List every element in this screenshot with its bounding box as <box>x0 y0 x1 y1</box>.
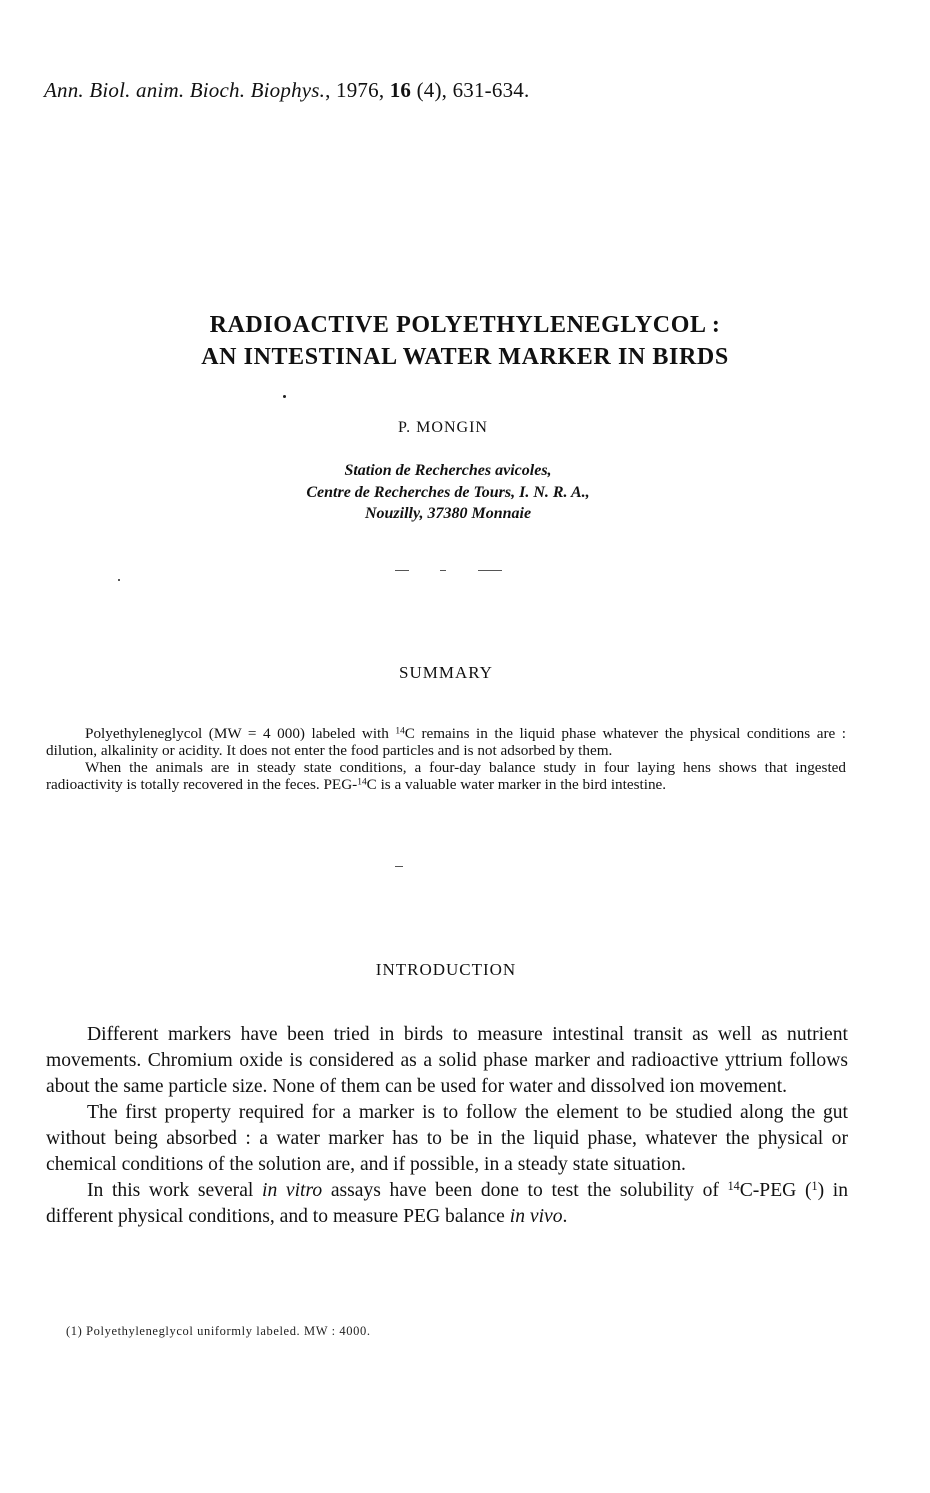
affiliation-line-2: Centre de Recherches de Tours, I. N. R. A., <box>306 484 590 501</box>
isotope-superscript: 14 <box>395 726 405 737</box>
intro-p3-italic-1: in vitro <box>262 1180 323 1201</box>
intro-paragraph-1: Different markers have been tried in birds to measure intestinal transit as well as nutrient movements. Chromium oxide is considered as a solid phase marker and radioactive yttrium follows about the same particle size. None of them can be used for water and dissolved ion movement. <box>46 1024 848 1097</box>
stray-mark <box>118 579 120 581</box>
journal-year: , 1976, <box>325 78 390 102</box>
summary-paragraph-1 <box>46 725 846 759</box>
intro-p3-italic-2: in vivo <box>509 1206 563 1227</box>
footnote-mark: (1) <box>66 1324 83 1338</box>
summary-heading: SUMMARY <box>399 663 493 682</box>
introduction-body <box>46 1022 848 1230</box>
affiliation-line-1: Station de Recherches avicoles, <box>344 462 552 479</box>
footnote <box>66 1324 371 1339</box>
intro-p3-text-d: ) in different physical conditions, and to measure PEG balance <box>46 1180 848 1227</box>
isotope-superscript: 14 <box>727 1178 740 1193</box>
intro-p3-text-c: C-PEG ( <box>739 1180 812 1201</box>
intro-paragraph-2: The first property required for a marker is to follow the element to be studied along the gut without being absorbed : a water marker has to be in the liquid phase, whatever the physical or chemical conditions of the solution are, and if possible, in a steady state situation. <box>46 1102 848 1175</box>
summary-p2-text-a: When the animals are in steady state conditions, a four-day balance study in four laying hens shows that ingested radioactivity is totally recovered in the feces. PEG- <box>46 759 846 793</box>
footnote-ref: 1 <box>811 1178 818 1193</box>
summary-paragraph-2 <box>46 759 846 793</box>
footnote-text: Polyethyleneglycol uniformly labeled. MW : 4000. <box>82 1324 371 1338</box>
separator-rule <box>395 866 403 867</box>
summary-p1-text-b: C remains in the liquid phase whatever the physical conditions are : dilution, alkalinity or acidity. It does not enter the food particles and is not adsorbed by them. <box>46 725 846 759</box>
stray-mark <box>283 395 286 398</box>
summary-p2-text-b: C is a valuable water marker in the bird intestine. <box>366 776 667 793</box>
separator-rule <box>395 570 409 571</box>
journal-pages: (4), 631-634. <box>411 78 530 102</box>
intro-p3-text-e: . <box>562 1206 568 1227</box>
journal-name: Ann. Biol. anim. Bioch. Biophys. <box>44 78 326 102</box>
journal-citation <box>44 78 529 103</box>
intro-paragraph-3 <box>46 1178 848 1230</box>
summary-body <box>46 725 846 793</box>
introduction-heading: INTRODUCTION <box>375 960 517 979</box>
paper-title-line-1: RADIOACTIVE POLYETHYLENEGLYCOL : <box>209 312 721 338</box>
separator-rule <box>478 570 502 571</box>
intro-p3-text-a: In this work several <box>87 1180 262 1201</box>
separator-rule <box>440 570 446 571</box>
paper-title-line-2: AN INTESTINAL WATER MARKER IN BIRDS <box>201 344 729 370</box>
author-name: P. MONGIN <box>398 419 488 436</box>
intro-p3-text-b: assays have been done to test the solubility of <box>322 1180 728 1201</box>
affiliation-line-3: Nouzilly, 37380 Monnaie <box>364 505 532 522</box>
journal-volume: 16 <box>389 78 412 102</box>
isotope-superscript: 14 <box>357 777 367 788</box>
summary-p1-text-a: Polyethyleneglycol (MW = 4 000) labeled with <box>85 725 396 742</box>
